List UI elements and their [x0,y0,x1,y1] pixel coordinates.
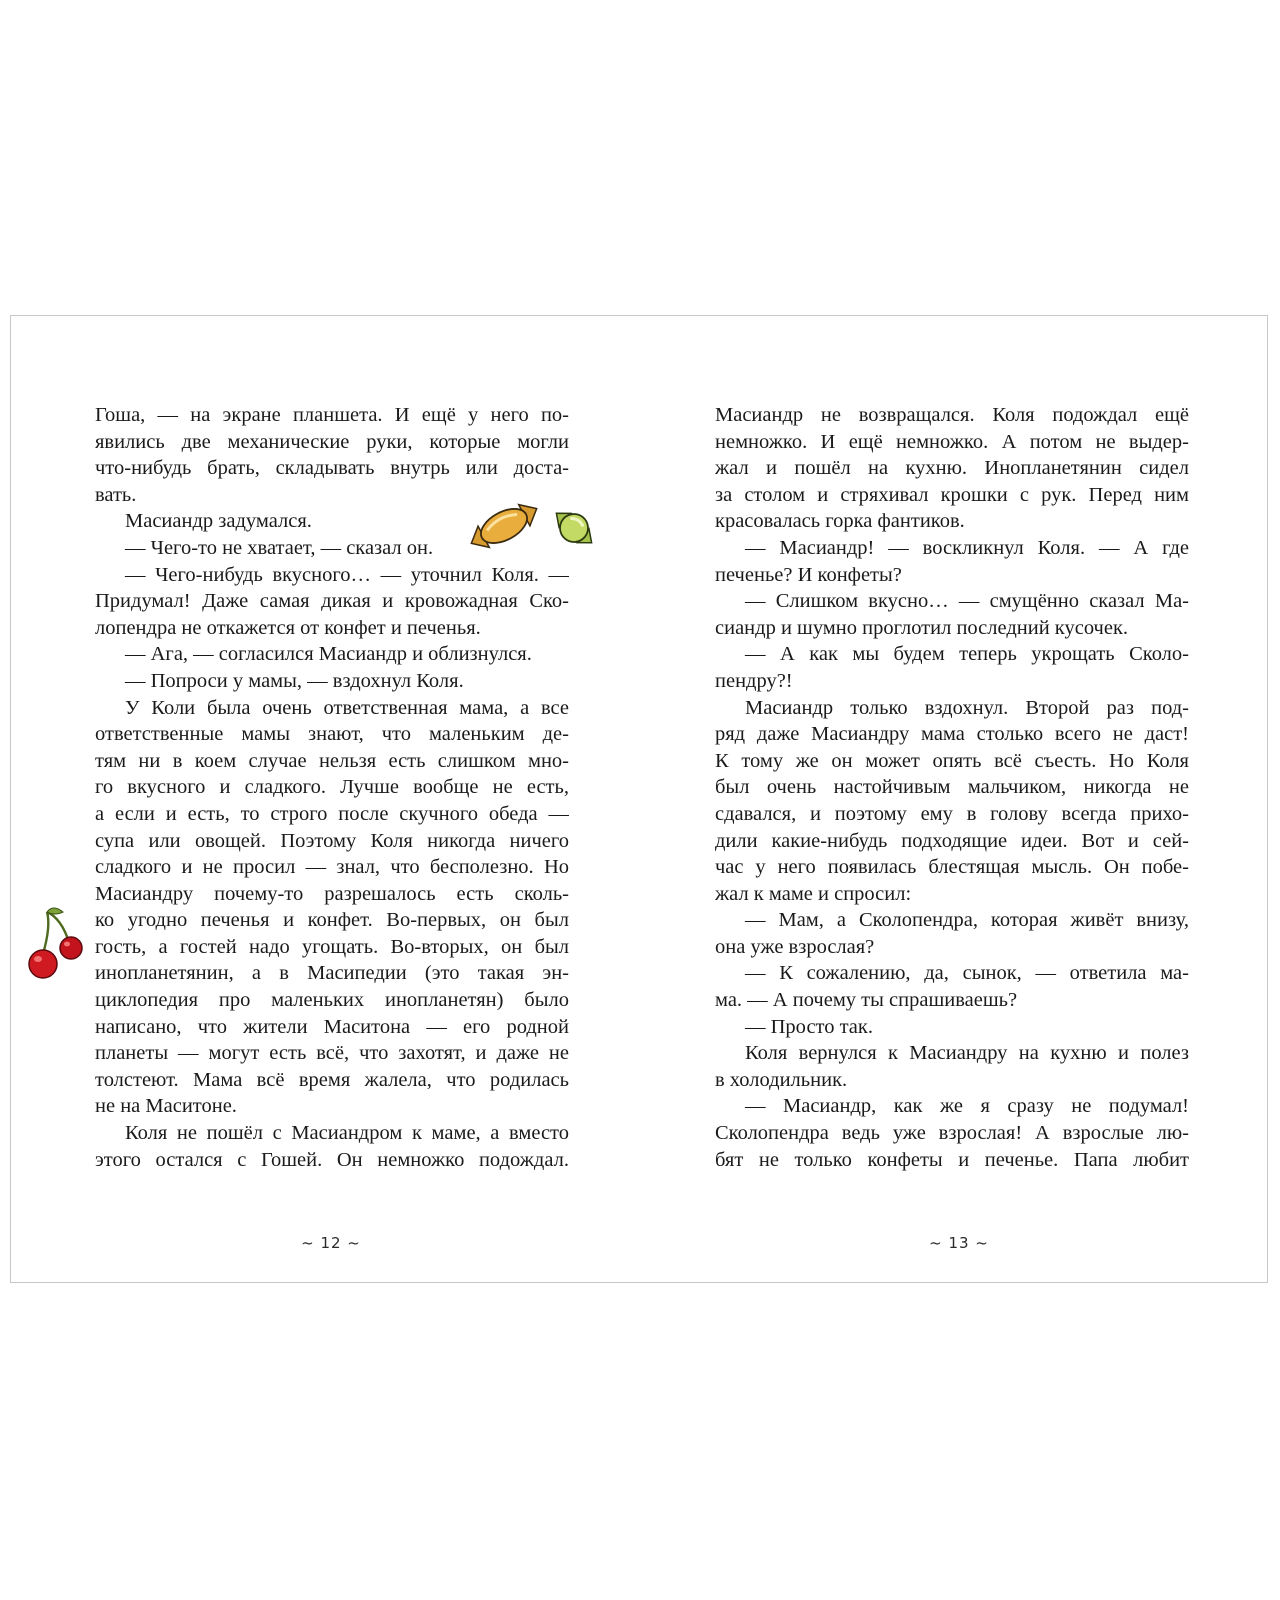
text-line: пендру?! [715,669,793,692]
text-line: — К сожалению, да, сынок, — ответила ма- [745,962,1189,985]
page-number-left: ~ 12 ~ [301,1234,361,1252]
text-line: в холодильник. [715,1068,848,1091]
text-line: явились две механические руки, которые могли [95,430,569,453]
text-line: сдавался, и поэтому ему в голову всегда прихо- [715,802,1189,825]
text-line: — Слишком вкусно… — смущённо сказал Ма- [745,590,1189,613]
cherries-illustration [21,906,101,986]
text-line: лопендра не откажется от конфет и печенья. [95,616,481,639]
text-line: Масиандру почему-то разрешалось есть сколь- [95,882,569,905]
page-number-right: ~ 13 ~ [929,1234,989,1252]
text-line: красовалась горка фантиков. [715,510,965,533]
text-line: Масиандр только вздохнул. Второй раз под- [745,696,1189,719]
text-line: вать. [95,483,137,506]
text-line: печенье? И конфеты? [715,563,902,586]
text-line: Масиандр не возвращался. Коля подождал ещё [715,404,1189,426]
text-line: К тому же он может опять всё съесть. Но Коля [715,749,1189,772]
text-line: сладкого и не просил — знал, что бесполезно. Но [95,856,569,879]
text-line: У Коли была очень ответственная мама, а все [125,696,569,719]
text-line: за столом и стряхивал крошки с рук. Перед ним [715,483,1189,506]
candies-illustration [459,476,609,566]
text-line: бят не только конфеты и печенье. Папа любит [715,1148,1189,1171]
text-line: ряд даже Масиандру мама столько всего не даст! [715,723,1189,746]
text-line: — Попроси у мамы, — вздохнул Коля. [125,669,464,692]
text-line: — А как мы будем теперь укрощать Сколо- [745,643,1189,666]
text-line: Масиандр задумался. [125,510,312,533]
text-line: не на Маситоне. [95,1095,237,1118]
text-line: она уже взрослая? [715,935,875,958]
text-line: написано, что жители Маситона — его родной [95,1015,569,1038]
text-line: Сколопендра ведь уже взрослая! А взрослые лю- [715,1122,1189,1145]
right-page-text [715,402,1189,1173]
text-line: ма. — А почему ты спрашиваешь? [715,989,1018,1012]
text-line: ко угодно печенья и конфет. Во-первых, он был [95,909,569,932]
text-line: Коля не пошёл с Масиандром к маме, а вместо [125,1122,569,1145]
text-line: Коля вернулся к Масиандру на кухню и полез [745,1042,1189,1065]
text-line: этого остался с Гошей. Он немножко подождал. [95,1148,569,1171]
text-line: был очень настойчивым мальчиком, никогда не [715,776,1189,799]
text-line: час у него появилась блестящая мысль. Он побе- [715,856,1189,879]
text-line: — Масиандр, как же я сразу не подумал! [745,1095,1189,1118]
text-line: го вкусного и сладкого. Лучше вообще не есть, [95,776,569,799]
text-line: супа или овощей. Поэтому Коля никогда ничего [95,829,569,852]
text-line: а если и есть, то строго после скучного обеда — [95,802,569,825]
text-line: дили какие-нибудь подходящие идеи. Вот и сей- [715,829,1189,852]
text-line: — Ага, — согласился Масиандр и облизнулся. [125,643,532,666]
text-line: сиандр и шумно проглотил последний кусочек. [715,616,1129,639]
text-line: — Мам, а Сколопендра, которая живёт внизу, [745,909,1189,932]
text-line: инопланетянин, а в Масипедии (это такая эн- [95,962,569,985]
text-line: — Чего-нибудь вкусного… — уточнил Коля. — [125,563,569,586]
text-line: немножко. И ещё немножко. А потом не выдер- [715,430,1189,453]
text-line: толстеют. Мама всё время жалела, что родилась [95,1068,569,1091]
book-spread [10,315,1268,1283]
cherry-icon [29,908,82,978]
text-line: планеты — могут есть всё, что захотят, и даже не [95,1042,569,1065]
text-line: Гоша, — на экране планшета. И ещё у него по- [95,404,569,426]
text-line: ответственные мамы знают, что маленьким де- [95,723,569,746]
text-line: тям ни в коем случае нельзя есть слишком мно- [95,749,569,772]
text-line: — Чего-то не хватает, — сказал он. [125,536,434,559]
text-line: жал и пошёл на кухню. Инопланетянин сидел [715,457,1189,480]
text-line: циклопедия про маленьких инопланетян) было [95,989,569,1012]
text-line: — Масиандр! — воскликнул Коля. — А где [745,536,1189,559]
text-line: — Просто так. [745,1015,873,1038]
text-line: Придумал! Даже самая дикая и кровожадная Ско- [95,590,569,613]
text-line: гость, а гостей надо угощать. Во-вторых, он был [95,935,569,958]
candy-icon [547,502,600,553]
text-line: жал к маме и спросил: [715,882,912,905]
candy-icon [465,496,543,555]
text-line: что-нибудь брать, складывать внутрь или доста- [95,457,569,480]
